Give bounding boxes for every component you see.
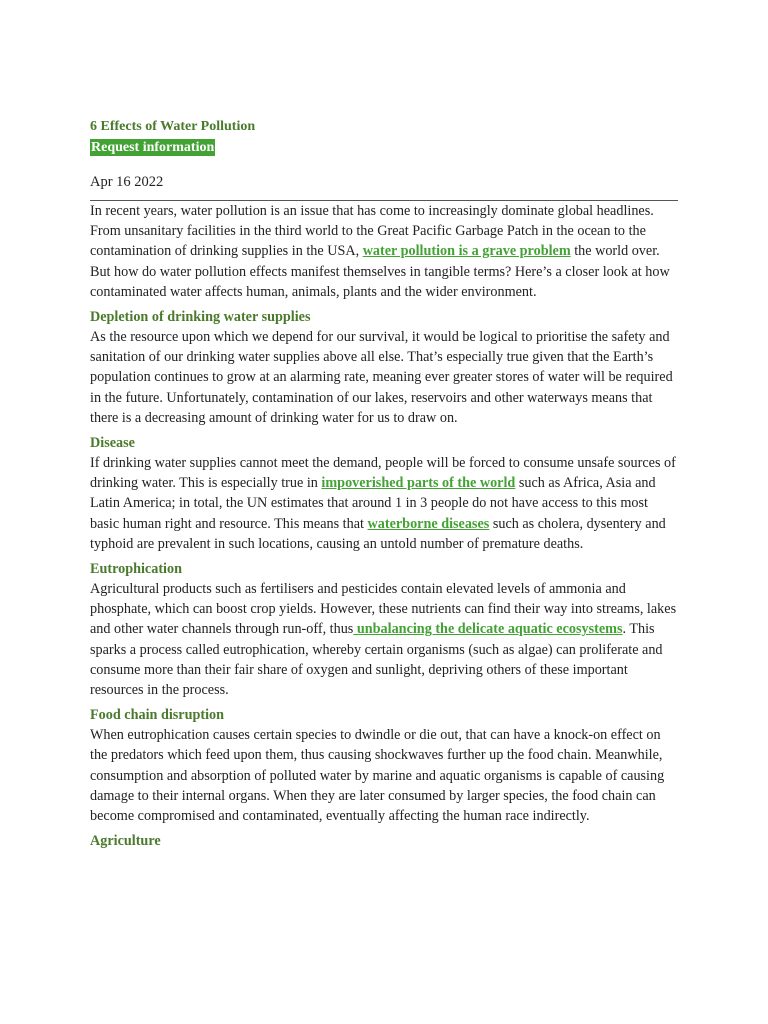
intro-paragraph — [90, 201, 678, 302]
paragraph-eutrophication — [90, 579, 678, 700]
eutrophication-text-1: Agricultural products such as fertilisers and pesticides contain elevated levels of ammonia and phosphate, which can boost crop yields. However, these nutrients can find their way into streams, lakes and other water channels through run-off, thus — [90, 581, 677, 638]
link-impoverished-parts[interactable]: impoverished parts of the world — [321, 475, 516, 492]
document-page — [90, 118, 678, 851]
link-water-pollution-grave-problem[interactable]: water pollution is a grave problem — [362, 243, 571, 260]
paragraph-disease — [90, 453, 678, 554]
link-unbalancing-ecosystems[interactable]: unbalancing the delicate aquatic ecosystems — [353, 621, 623, 638]
publish-date: Apr 16 2022 — [90, 174, 164, 190]
heading-agriculture: Agriculture — [90, 833, 161, 850]
heading-disease: Disease — [90, 435, 135, 452]
intro-text-after: the world over. But how do water pollution effects manifest themselves in tangible terms? Here’s a closer look at how contaminated water affects human, animals, plants and the wider environment. — [90, 243, 670, 300]
heading-depletion: Depletion of drinking water supplies — [90, 309, 311, 326]
paragraph-depletion: As the resource upon which we depend for our survival, it would be logical to prioritise the safety and sanitation of our drinking water supplies above all else. That’s especially true given that the Earth’s population continues to grow at an alarming rate, meaning ever greater stores of water will be required in the future. Unfortunately, contamination of our lakes, reservoirs and other waterways means that there is a decreasing amount of drinking water for us to draw on. — [90, 329, 673, 426]
paragraph-food-chain: When eutrophication causes certain species to dwindle or die out, that can have a knock-on effect on the predators which feed upon them, thus causing shockwaves further up the food chain. Meanwhile, consumption and absorption of polluted water by marine and aquatic organisms is capable of causing damage to their internal organs. When they are later consumed by larger species, the food chain can become compromised and contaminated, eventually affecting the human race indirectly. — [90, 727, 665, 825]
heading-eutrophication: Eutrophication — [90, 561, 182, 578]
heading-food-chain: Food chain disruption — [90, 707, 225, 724]
intro-text-before: In recent years, water pollution is an issue that has come to increasingly dominate global headlines. From unsanitary facilities in the third world to the Great Pacific Garbage Patch in the ocean to the contamination of drinking supplies in the USA, — [90, 203, 654, 260]
disease-text-1: If drinking water supplies cannot meet the demand, people will be forced to consume unsafe sources of drinking water. This is especially true in — [90, 455, 676, 492]
disease-text-3: such as cholera, dysentery and typhoid are prevalent in such locations, causing an untold number of premature deaths. — [90, 515, 666, 552]
request-information-button[interactable]: Request information — [91, 140, 215, 155]
disease-text-2: such as Africa, Asia and Latin America; in total, the UN estimates that around 1 in 3 people do not have access to this most basic human right and resource. This means that — [90, 475, 656, 532]
eutrophication-text-2: . This sparks a process called eutrophication, whereby certain organisms (such as algae) can proliferate and consume more than their fair share of oxygen and sunlight, depriving others of these important resources in the process. — [90, 621, 663, 699]
link-waterborne-diseases[interactable]: waterborne diseases — [367, 515, 490, 532]
document-title: 6 Effects of Water Pollution — [90, 119, 256, 134]
